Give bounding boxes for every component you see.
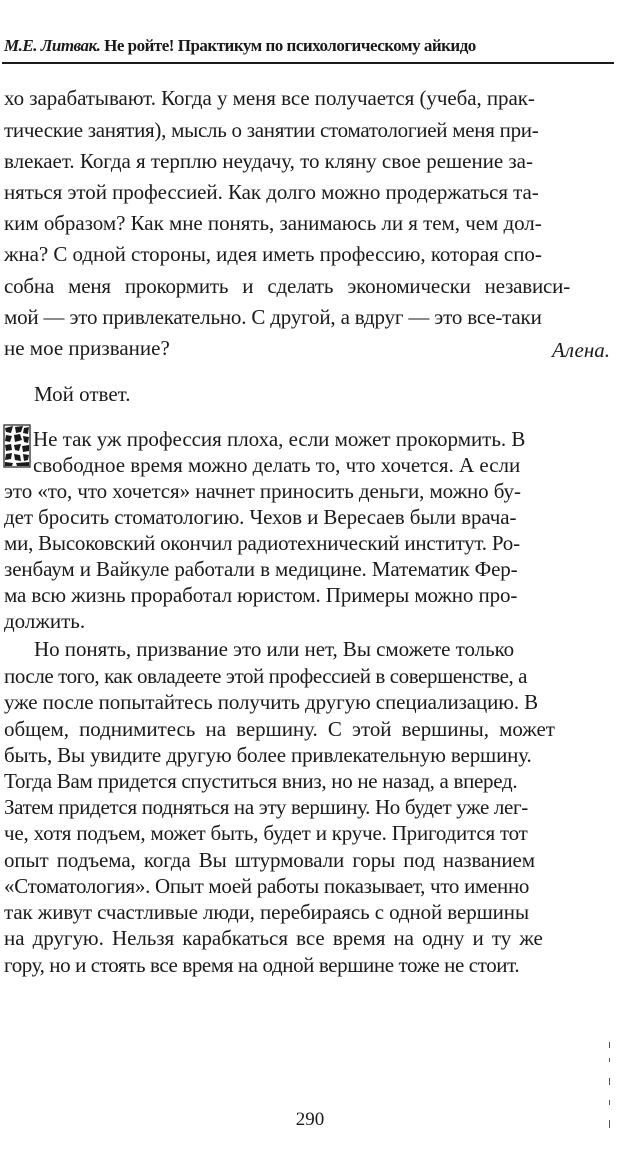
scan-edge-marks <box>606 1040 612 1140</box>
letter-line: тические занятия), мысль о занятии стоматологией меня при- <box>4 118 539 142</box>
letter-line: ким образом? Как мне понять, занимаюсь ли я тем, чем дол- <box>4 211 542 235</box>
answer-line: Не так уж профессия плоха, если может прокормить. В <box>33 427 526 451</box>
letter-line: собна меня прокормить и сделать экономически независи- <box>4 274 571 298</box>
running-head-title: Не ройте! Практикум по психологическому айкидо <box>104 36 476 55</box>
answer-heading: Мой ответ. <box>34 382 131 406</box>
answer-line: «Стоматология». Опыт моей работы показывает, что именно <box>4 874 530 898</box>
answer-line: ма всю жизнь проработал юристом. Примеры можно про- <box>4 583 518 607</box>
running-head <box>4 34 612 58</box>
answer-line: Затем придется подняться на эту вершину. Но будет уже лег- <box>4 795 528 819</box>
answer-line: че, хотя подъем, может быть, будет и круче. Пригодится тот <box>4 821 528 845</box>
answer-line: зенбаум и Вайкуле работали в медицине. Математик Фер- <box>4 557 518 581</box>
answer-line: должить. <box>4 609 86 633</box>
answer-line: ми, Высоковский окончил радиотехнический институт. Ро- <box>4 531 520 555</box>
letter-line: не мое призвание? <box>4 336 170 360</box>
answer-mark-ornament-icon <box>3 424 31 468</box>
header-rule <box>2 62 614 64</box>
letter-line: жна? С одной стороны, идея иметь профессию, которая спо- <box>4 242 542 266</box>
letter-line: хо зарабатывают. Когда у меня все получается (учеба, прак- <box>4 86 535 110</box>
letter-line: влекает. Когда я терплю неудачу, то кляну свое решение за- <box>4 149 533 173</box>
page-number: 290 <box>295 1109 325 1130</box>
answer-line: опыт подъема, когда Вы штурмовали горы под названием <box>4 848 535 872</box>
answer-line: дет бросить стоматологию. Чехов и Вересаев были врача- <box>4 505 517 529</box>
answer-line: это «то, что хочется» начнет приносить деньги, можно бу- <box>4 479 521 503</box>
answer-line: после того, как овладеете этой профессией в совершенстве, а <box>4 664 528 688</box>
running-head-author: М.Е. Литвак. <box>4 36 101 55</box>
letter-line: мой — это привлекательно. С другой, а вдруг — это все-таки <box>4 305 542 329</box>
letter-signature: Алена. <box>552 338 610 362</box>
answer-line: быть, Вы увидите другую более привлекательную вершину. <box>4 743 532 767</box>
answer-line: общем, поднимитесь на вершину. С этой вершины, может <box>4 717 555 741</box>
answer-line: так живут счастливые люди, перебираясь с одной вершины <box>4 900 529 924</box>
answer-line: гору, но и стоять все время на одной вершине тоже не стоит. <box>4 953 520 977</box>
answer-line: Но понять, призвание это или нет, Вы сможете только <box>34 637 515 661</box>
answer-line: уже после попытайтесь получить другую специализацию. В <box>4 690 539 714</box>
letter-line: няться этой профессией. Как долго можно продержаться та- <box>4 180 539 204</box>
answer-line: свободное время можно делать то, что хочется. А если <box>33 453 521 477</box>
answer-line: Тогда Вам придется спуститься вниз, но не назад, а вперед. <box>4 769 518 793</box>
answer-line: на другую. Нельзя карабкаться все время на одну и ту же <box>4 926 543 950</box>
